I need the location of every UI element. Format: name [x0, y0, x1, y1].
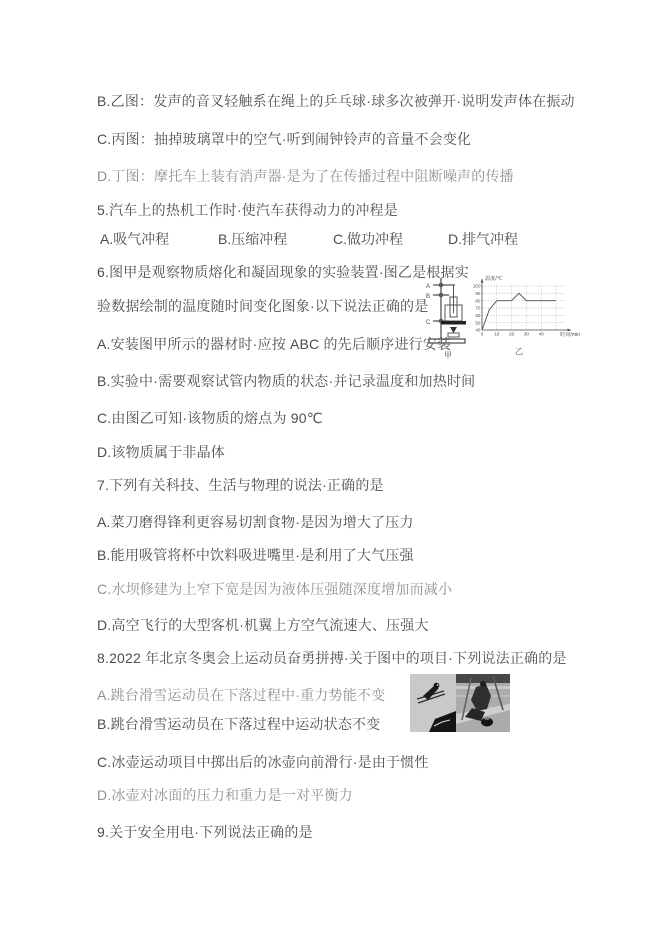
document-line: D.高空飞行的大型客机·机翼上方空气流速大、压强大	[97, 617, 429, 633]
apparatus-point-labels	[426, 284, 431, 326]
graph-gridlines	[482, 286, 566, 330]
tick-label: 40	[475, 327, 481, 333]
document-line: C.水坝修建为上窄下宽是因为液体压强随深度增加而减小	[97, 581, 453, 597]
alcohol-burner	[448, 333, 459, 337]
q5-option: A.吸气冲程	[100, 231, 170, 247]
document-line: 9.关于安全用电·下列说法正确的是	[97, 824, 313, 840]
tick-label: 60	[475, 313, 481, 319]
stand-plate	[441, 321, 466, 325]
ski-jumper-photo	[410, 674, 456, 732]
document-line: A.安装图甲所示的器材时·应按 ABC 的先后顺序进行安装	[97, 336, 452, 352]
apparatus-label: C	[426, 320, 431, 326]
document-line: 验数据绘制的温度随时间变化图象·以下说法正确的是	[97, 298, 429, 314]
apparatus-label: B	[426, 294, 431, 300]
document-line: 7.下列有关科技、生活与物理的说法·正确的是	[97, 477, 384, 493]
document-line: C.冰壶运动项目中掷出后的冰壶向前滑行·是由于惯性	[97, 754, 429, 770]
graph-tick-labels	[473, 284, 544, 337]
document-line: 6.图甲是观察物质熔化和凝固现象的实验装置·图乙是根据实	[97, 264, 469, 280]
document-line: C.由图乙可知·该物质的熔点为 90℃	[97, 410, 323, 426]
tick-label: 80	[475, 298, 481, 304]
document-line: B.能用吸管将杯中饮料吸进嘴里·是利用了大气压强	[97, 547, 414, 563]
tick-label: 0	[480, 331, 484, 337]
graph-axes	[481, 279, 571, 331]
beaker-and-tube	[441, 285, 466, 337]
tick-label: 30	[523, 331, 529, 337]
tick-label: 100	[472, 283, 481, 289]
document-line: C.丙图：抽掉玻璃罩中的空气·听到闹钟铃声的音量不会变化	[97, 131, 472, 147]
x-axis-label: 时间/min	[560, 332, 581, 338]
document-line: D.丁图：摩托车上装有消声器·是为了在传播过程中阻断噪声的传播	[97, 168, 514, 184]
apparatus-label: A	[426, 284, 431, 290]
burner-flame	[450, 327, 457, 333]
tick-label: 50	[475, 320, 481, 326]
document-line: D.冰壶对冰面的压力和重力是一对平衡力	[97, 787, 353, 803]
document-line: A.跳台滑雪运动员在下落过程中·重力势能不变	[97, 687, 386, 703]
document-line: B.实验中·需要观察试管内物质的状态·并记录温度和加热时间	[97, 373, 476, 389]
temperature-time-graph	[468, 272, 586, 362]
temperature-curve	[482, 293, 556, 330]
tick-label: 20	[509, 331, 515, 337]
apparatus-caption: 甲	[444, 351, 452, 360]
document-line: 8.2022 年北京冬奥会上运动员奋勇拼搏·关于图中的项目·下列说法正确的是	[97, 650, 567, 666]
graph-caption: 乙	[515, 347, 523, 356]
document-line: A.菜刀磨得锋利更容易切割食物·是因为增大了压力	[97, 514, 414, 530]
curling-photo	[456, 674, 510, 732]
document-line: 5.汽车上的热机工作时·使汽车获得动力的冲程是	[97, 202, 398, 218]
document-line: D.该物质属于非晶体	[97, 444, 225, 460]
q5-option: C.做功冲程	[333, 231, 403, 247]
q5-option: B.压缩冲程	[218, 231, 288, 247]
tick-label: 10	[494, 331, 500, 337]
tick-label: 40	[538, 331, 544, 337]
tick-label: 70	[475, 305, 481, 311]
document-line: B.乙图：发声的音叉轻触系在绳上的乒乓球·球多次被弹开·说明发声体在振动	[97, 93, 575, 109]
iron-stand	[429, 278, 465, 343]
y-axis-label: 温度/℃	[485, 276, 503, 282]
q5-option: D.排气冲程	[448, 231, 518, 247]
winter-olympics-photos	[410, 674, 510, 732]
document-line: B.跳台滑雪运动员在下落过程中运动状态不变	[97, 716, 381, 732]
tick-label: 90	[475, 291, 481, 297]
